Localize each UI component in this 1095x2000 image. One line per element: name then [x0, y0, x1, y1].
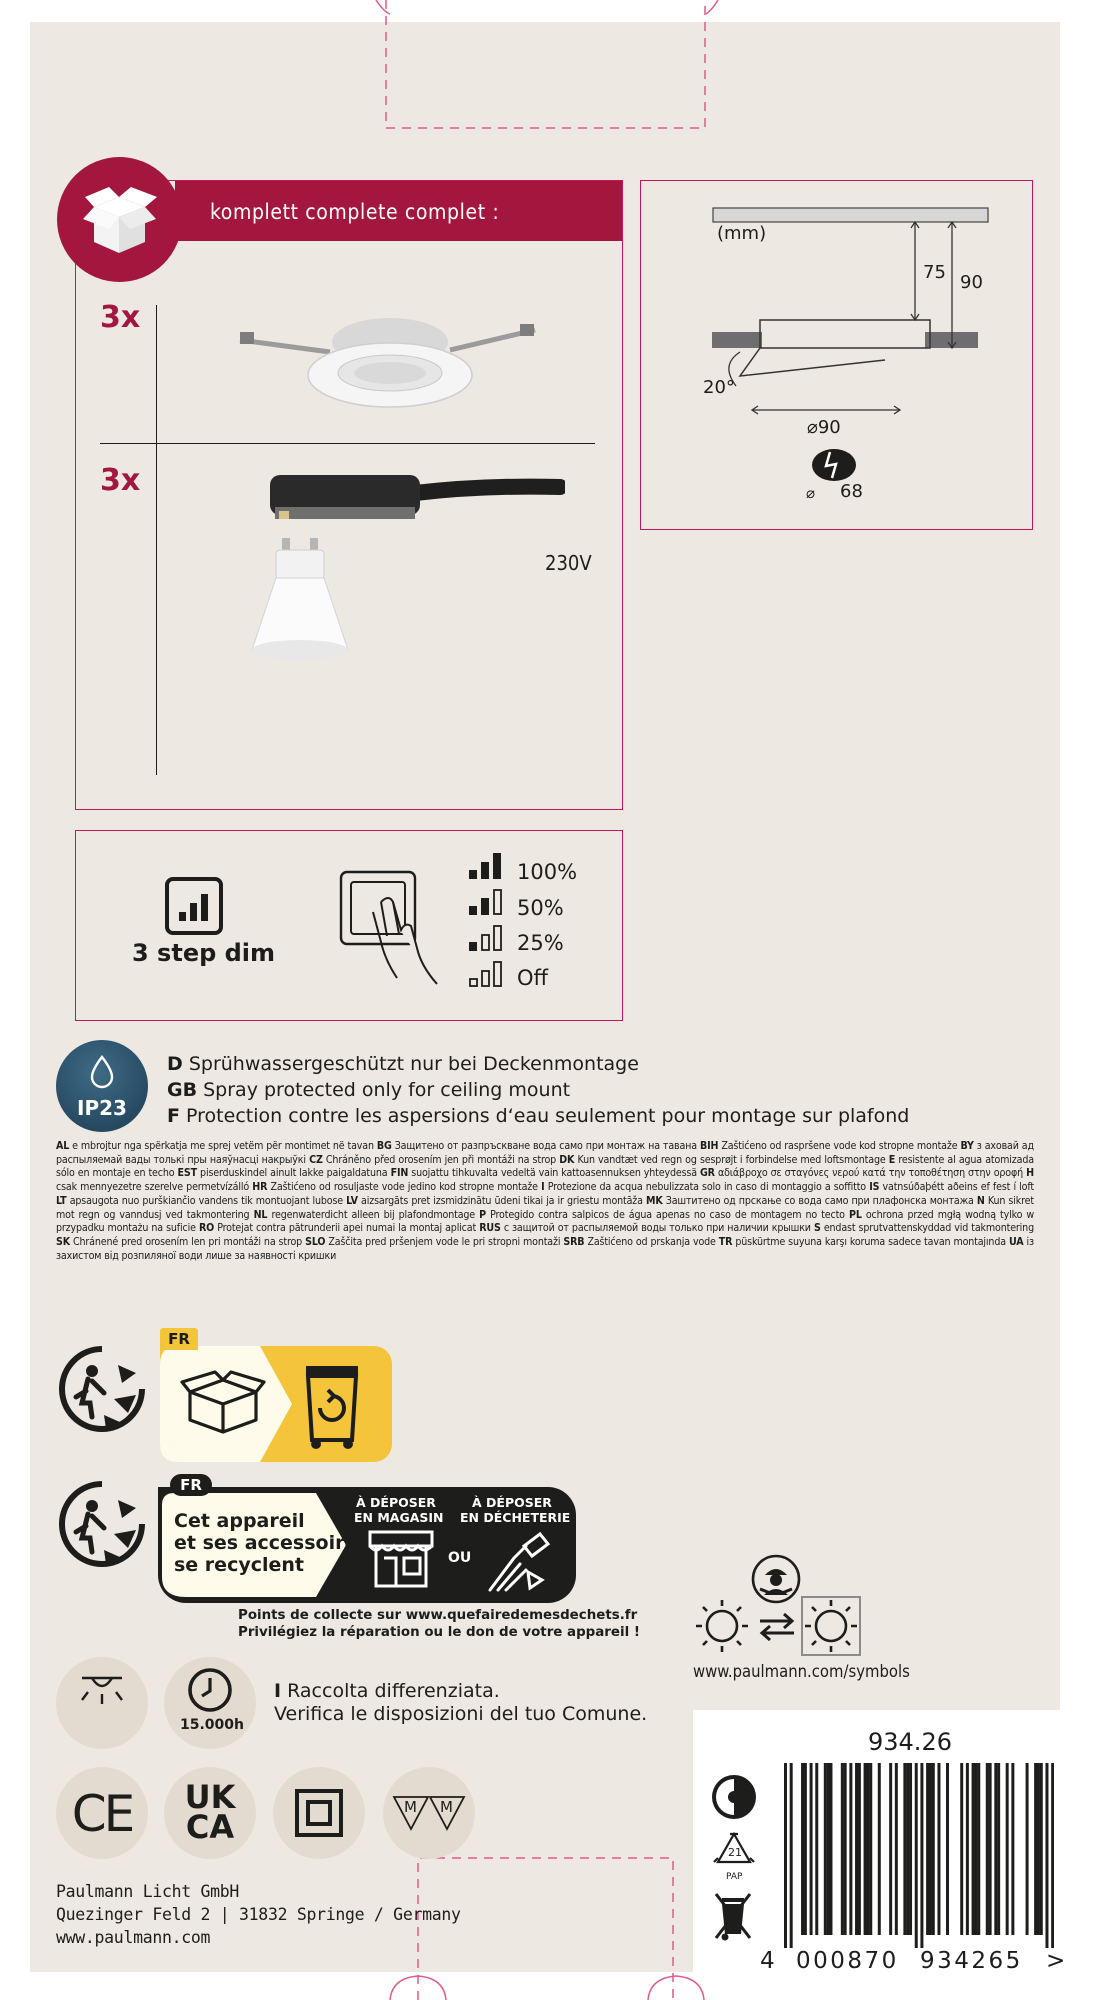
lang-text: suojattu tihkuvalta vedeltä vain kattoasennuksen yhteydessä — [411, 1167, 697, 1180]
dim-cutout-symbol: ⌀ — [806, 484, 816, 502]
italy-code: I — [274, 1680, 282, 1702]
barcode-bar — [824, 1763, 827, 1935]
barcode-bar — [829, 1763, 832, 1935]
lang-text: із захистом від розпиляної води лише за наявності кришки — [56, 1235, 1034, 1262]
barcode-bar — [866, 1763, 869, 1935]
barcode-bar — [994, 1763, 997, 1935]
lang-code: BG — [376, 1140, 392, 1152]
fr-tag-2: FR — [170, 1474, 212, 1496]
pap-label: PAP — [726, 1872, 743, 1882]
lang-code: LT — [56, 1194, 67, 1207]
double-insulation-icon — [294, 1788, 344, 1838]
voltage-label: 230V — [545, 551, 592, 575]
dim-level-50: 50% — [517, 896, 564, 920]
lang-text: Zaštićeno od rosuljaste vode jedino kod stropne montaže — [270, 1181, 538, 1194]
barcode-bar — [827, 1763, 830, 1935]
lang-text: ochrona przed mgłą wodną tylko w przypadku montażu na suficie — [56, 1208, 1034, 1235]
barcode-bar — [1026, 1763, 1029, 1935]
item1-quantity: 3x — [100, 300, 141, 335]
recycle-claim-line1: Cet appareil — [174, 1510, 305, 1532]
connector-cable-image — [265, 465, 565, 535]
lang-code: P — [479, 1208, 486, 1221]
barcode-bar — [844, 1763, 847, 1935]
barcode-bar — [906, 1763, 909, 1935]
lang-code: UA — [1008, 1235, 1024, 1248]
lang-text: Kun sikret mot regn og vanndusj ved takmontering — [56, 1194, 1034, 1221]
cardboard-box-icon — [180, 1370, 266, 1438]
open-box-icon — [57, 157, 182, 282]
barcode-bar — [895, 1763, 898, 1935]
dim-level-25: 25% — [517, 931, 564, 955]
barcode-digits-group1: 000870 — [796, 1948, 899, 1974]
lang-text: endast sprutvattenskyddad vid takmontering — [823, 1222, 1034, 1235]
lang-code: E — [888, 1153, 896, 1166]
ip-line-gb-code: GB — [167, 1079, 198, 1101]
barcode-bar — [932, 1763, 935, 1935]
ip-line-d — [167, 1053, 639, 1075]
recycling-bin-icon — [298, 1360, 366, 1450]
company-address: Quezinger Feld 2 | 31832 Springe / Germany — [56, 1905, 461, 1924]
recessed-fixture-image — [230, 300, 550, 420]
mm-letter-2: M — [440, 1798, 453, 1816]
pap-number: 21 — [728, 1846, 742, 1859]
company-web: www.paulmann.com — [56, 1928, 211, 1947]
barcode-bar — [889, 1763, 892, 1935]
barcode-bars — [784, 1763, 1054, 1948]
dim-level-50-icon — [468, 888, 508, 916]
dim-level-off: Off — [517, 966, 548, 990]
triman-icon-2 — [56, 1478, 148, 1568]
ukca-mark — [164, 1778, 256, 1846]
dim-diameter: ⌀90 — [807, 417, 841, 438]
fr-tag-1: FR — [160, 1328, 198, 1350]
multilingual-text — [56, 1140, 1034, 1263]
wall-switch-hand-icon — [337, 868, 457, 990]
dim-depth-inner: 75 — [923, 262, 946, 283]
symbols-url: www.paulmann.com/symbols — [693, 1662, 910, 1681]
barcode-bar — [858, 1763, 861, 1935]
barcode-bar — [986, 1763, 989, 1935]
barcode-bar — [810, 1763, 813, 1935]
barcode-bar — [946, 1763, 949, 1935]
ce-mark: CE — [71, 1785, 133, 1843]
dim-level-100-icon — [468, 852, 508, 880]
barcode-digit-end: > — [1046, 1948, 1066, 1974]
lang-text: Zaštićeno od prskanja vode — [587, 1235, 716, 1248]
lang-code: N — [976, 1194, 985, 1207]
lang-text: Protegido contra salpicos de água apenas no caso de montagem no tecto — [490, 1208, 845, 1221]
mm-letter-1: M — [404, 1798, 417, 1816]
lang-code: SRB — [563, 1235, 585, 1248]
lang-code: NL — [253, 1208, 268, 1221]
lang-text: vatnsúðaþétt aðeins ef fest í loft — [882, 1181, 1034, 1194]
lang-text: Chráněno před orosením jen při montáži na strop — [325, 1153, 557, 1166]
ip-line-d-code: D — [167, 1053, 183, 1075]
lang-text: с защитой от распыляемой воды только при наличии крышки — [503, 1222, 811, 1235]
lang-text: αδιάβροχο σε σταγόνες νερού κατά την τοποθέτηση στην οροφή — [717, 1167, 1023, 1180]
ip-line-gb-text: Spray protected only for ceiling mount — [203, 1079, 571, 1101]
collection-points-line2: Privilégiez la réparation ou le don de votre appareil ! — [238, 1625, 640, 1640]
barcode-bar — [815, 1763, 818, 1935]
recycle-claim-line2: et ses accessoires — [174, 1532, 369, 1554]
drop-off-icon — [484, 1528, 554, 1592]
exchange-arrows-icon — [756, 1611, 798, 1641]
lang-code: H — [1026, 1167, 1034, 1180]
lang-code: S — [813, 1222, 821, 1235]
barcode-bar — [849, 1763, 852, 1935]
ip-line-f-code: F — [167, 1105, 180, 1127]
lang-code: SK — [56, 1235, 70, 1248]
item2-quantity: 3x — [100, 463, 141, 498]
barcode-digits-group2: 934265 — [920, 1948, 1023, 1974]
recycle-claim-line3: se recyclent — [174, 1554, 304, 1576]
barcode-bar — [909, 1763, 912, 1935]
store-label-1: À DÉPOSER — [356, 1495, 436, 1510]
dump-label-1: À DÉPOSER — [472, 1495, 552, 1510]
italy-line2: Verifica le disposizioni del tuo Comune. — [274, 1703, 648, 1725]
ip-line-f — [167, 1105, 909, 1127]
sun-icon-left — [693, 1597, 751, 1655]
lang-text: Protezione da acqua nebulizzata solo in caso di montaggio a soffitto — [547, 1181, 866, 1194]
dump-label-2: EN DÉCHETERIE — [460, 1510, 571, 1525]
collection-points-line1: Points de collecte sur www.quefairedemesdechets.fr — [238, 1608, 638, 1623]
store-icon — [366, 1528, 436, 1590]
lang-text: Zaščita pred pršenjem vode le pri stropni montaži — [328, 1235, 561, 1248]
barcode-bar — [903, 1763, 906, 1935]
lang-code: LV — [346, 1194, 358, 1207]
green-dot-icon — [710, 1773, 758, 1821]
lang-text: Заштитено од прскање со вода само при плафонска монтажа — [665, 1194, 974, 1207]
barcode-bar — [1037, 1763, 1040, 1935]
ceiling-lamp-icon — [76, 1672, 128, 1712]
dim-level-25-icon — [468, 924, 508, 952]
ukca-bottom: CA — [185, 1808, 235, 1846]
dim-steps-icon — [164, 876, 224, 936]
lang-text: Protejat contra pătrunderii apei numai la montaj aplicat — [217, 1222, 477, 1235]
dimension-drawing — [640, 180, 1033, 530]
contents-divider-vertical — [156, 305, 157, 775]
lang-code: SLO — [305, 1235, 326, 1248]
lang-text: regenwaterdicht alleen bij plafondmontage — [271, 1208, 476, 1221]
barcode-bar — [966, 1763, 969, 1935]
barcode-digit-first: 4 — [760, 1948, 775, 1974]
barcode-bar — [926, 1763, 929, 1935]
dim-unit: (mm) — [717, 223, 767, 244]
lang-code: HR — [252, 1181, 268, 1194]
lang-code: DK — [559, 1153, 575, 1166]
lifetime-hours: 15.000h — [180, 1717, 244, 1733]
lang-code: FIN — [390, 1167, 409, 1180]
lang-code: PL — [848, 1208, 862, 1221]
italy-line1-text: Raccolta differenziata. — [287, 1680, 500, 1702]
italy-line1 — [274, 1680, 500, 1702]
lang-code: BY — [960, 1140, 974, 1152]
barcode-bar — [1045, 1763, 1048, 1948]
ip-line-f-text: Protection contre les aspersions d‘eau seulement pour montage sur plafond — [186, 1105, 910, 1127]
barcode-bar — [790, 1763, 793, 1948]
barcode-bar — [974, 1763, 977, 1935]
dim-tilt: 20° — [703, 377, 735, 398]
ip-line-d-text: Sprühwassergeschützt nur bei Deckenmontage — [188, 1053, 639, 1075]
ip-rating: IP23 — [77, 1096, 127, 1120]
barcode-bar — [1011, 1763, 1014, 1935]
lang-text: Chránené pred orosením len pri montáži na strop — [73, 1235, 303, 1248]
lang-code: IS — [869, 1181, 880, 1194]
barcode-bar — [929, 1763, 932, 1935]
lang-code: EST — [177, 1167, 197, 1180]
barcode-bar — [915, 1763, 918, 1948]
lang-text: Kun vandtæt ved regn og sesprøjt i forbindelse med loftsmontage — [577, 1153, 886, 1166]
lang-text: resistente al agua atomizada sólo en montaje en techo — [56, 1153, 1034, 1180]
barcode-bar — [960, 1763, 963, 1935]
led-bulb-image — [240, 538, 360, 668]
box-badge — [57, 157, 182, 282]
lang-text: apsaugota nuo purškiančio vandens tik montuojant lubose — [69, 1194, 343, 1207]
barcode-bar — [997, 1763, 1000, 1935]
dim-depth-outer: 90 — [960, 272, 983, 293]
barcode-bar — [841, 1763, 844, 1935]
barcode-bar — [920, 1763, 923, 1948]
barcode-bar — [855, 1763, 858, 1935]
barcode-bar — [864, 1763, 867, 1935]
lang-code: CZ — [309, 1153, 323, 1166]
barcode-bar — [1034, 1763, 1037, 1935]
barcode-bar — [869, 1763, 872, 1935]
lang-code: MK — [646, 1194, 663, 1207]
barcode-bar — [784, 1763, 787, 1948]
lang-code: TR — [718, 1235, 733, 1248]
lang-code: AL — [56, 1140, 70, 1152]
or-label: OU — [448, 1550, 472, 1566]
technician-icon — [750, 1553, 802, 1605]
ip-badge — [56, 1040, 148, 1132]
contents-divider-horizontal — [100, 443, 595, 444]
dim-label: 3 step dim — [132, 939, 276, 967]
lang-text: püskürtme suyuna karşı koruma sadece tavan montajında — [735, 1235, 1006, 1248]
lang-text: aizsargāts pret izsmidzinātu ūdeni tikai ja ir griestu montāža — [361, 1194, 643, 1207]
company-name: Paulmann Licht GmbH — [56, 1882, 240, 1901]
barcode-bar — [972, 1763, 975, 1935]
lang-text: Zaštićeno od raspršene vode kod stropne montaže — [721, 1140, 958, 1152]
ip-line-gb — [167, 1079, 570, 1101]
lang-code: RUS — [479, 1222, 501, 1235]
barcode-bar — [1051, 1763, 1054, 1948]
weee-bin-icon — [710, 1890, 756, 1942]
lang-code: RO — [198, 1222, 215, 1235]
lang-code: I — [541, 1181, 545, 1194]
article-number: 934.26 — [868, 1728, 952, 1756]
ukca-top: UK — [184, 1778, 236, 1816]
lang-text: Защитено от разпръскване вода само при монтаж на тавана — [394, 1140, 697, 1152]
barcode-bar — [878, 1763, 881, 1935]
dim-level-off-icon — [468, 960, 508, 988]
lang-code: GR — [700, 1167, 715, 1180]
barcode-bar — [977, 1763, 980, 1935]
clock-icon — [186, 1666, 234, 1714]
sun-icon-right — [802, 1597, 860, 1655]
dim-cutout: 68 — [840, 481, 863, 502]
lang-text: piserduskindel ainult lakke paigaldatuna — [200, 1167, 388, 1180]
barcode-bar — [937, 1763, 940, 1935]
contents-banner-text: komplett complete complet : — [210, 200, 500, 224]
dim-level-100: 100% — [517, 860, 578, 884]
barcode-bar — [989, 1763, 992, 1935]
lang-code: BIH — [699, 1140, 719, 1152]
store-label-2: EN MAGASIN — [354, 1510, 444, 1525]
barcode-bar — [1006, 1763, 1009, 1935]
lang-text: e mbrojtur nga spërkatja me sprej vetëm për montimet në tavan — [72, 1140, 374, 1152]
barcode-bar — [804, 1763, 807, 1935]
barcode-bar — [1040, 1763, 1043, 1935]
lang-text: з аховай ад распыляемай вады толькі пры наяўнасці накрыўкі — [56, 1140, 1034, 1166]
lang-text: csak mennyezetre szerelve permetvízálló — [56, 1181, 250, 1194]
water-drop-icon — [86, 1054, 118, 1090]
triman-icon — [56, 1343, 148, 1433]
barcode-bar — [801, 1763, 804, 1935]
